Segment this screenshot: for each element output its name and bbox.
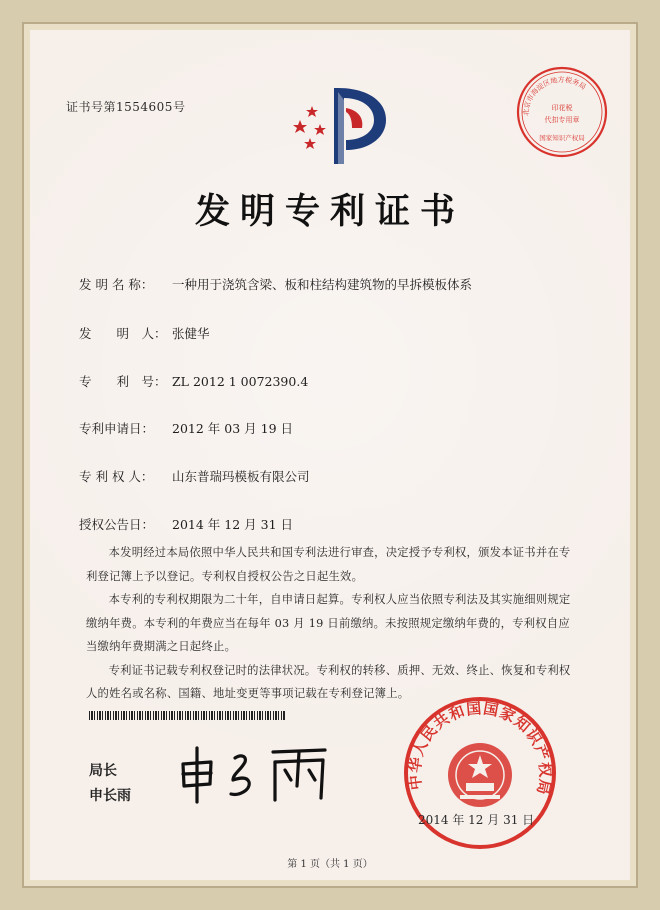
- director-signature: [175, 740, 345, 810]
- tax-stamp-seal: [514, 64, 610, 160]
- body-paragraph: 专利证书记载专利权登记时的法律状况。专利权的转移、质押、无效、终止、恢复和专利权人的姓名或名称、国籍、地址变更等事项记载在专利登记簿上。: [86, 663, 571, 700]
- field-application-date: [79, 419, 293, 437]
- svg-text:国家知识产权局: 国家知识产权局: [539, 134, 585, 142]
- field-value: 山东普瑞玛模板有限公司: [172, 469, 310, 484]
- field-value: 2012 年 03 月 19 日: [172, 421, 293, 436]
- field-value: 张健华: [172, 326, 210, 341]
- svg-text:北京市海淀区地方税务局: 北京市海淀区地方税务局: [521, 75, 588, 117]
- field-label: 专 利 权 人：: [79, 469, 154, 484]
- field-label: 发 明 人：: [79, 326, 167, 341]
- field-inventor: [79, 324, 210, 342]
- page-title: 发明专利证书: [194, 191, 465, 232]
- certificate-number: 证书号第1554605号: [66, 100, 186, 114]
- certificate-body: [86, 541, 576, 706]
- field-value: ZL 2012 1 0072390.4: [172, 374, 309, 389]
- field-label: 授权公告日：: [79, 517, 155, 532]
- body-paragraph: 本专利的专利权期限为二十年，自申请日起算。专利权人应当依照专利法及其实施细则规定缴纳年费。本专利的年费应当在每年 03 月 19 日前缴纳。未按照规定缴纳年费的，专利权自应当缴纳年费期满之日起终止。: [86, 593, 571, 653]
- field-value: 一种用于浇筑含梁、板和柱结构建筑物的早拆模板体系: [172, 277, 473, 292]
- seal-date: 2014 年 12 月 31 日: [418, 813, 535, 827]
- field-invention-name: [79, 275, 472, 293]
- patent-office-seal: [400, 693, 560, 853]
- field-patentee: [79, 467, 310, 485]
- svg-text:代扣专用章: 代扣专用章: [544, 116, 580, 124]
- page-number: 第 1 页（共 1 页）: [287, 859, 373, 870]
- svg-text:中华人民共和国国家知识产权局: 中华人民共和国国家知识产权局: [405, 699, 555, 798]
- patent-office-logo-icon: [286, 78, 406, 168]
- field-label: 发 明 名 称：: [79, 277, 154, 292]
- field-value: 2014 年 12 月 31 日: [172, 517, 293, 532]
- svg-text:印花税: 印花税: [551, 104, 573, 112]
- barcode: [89, 711, 285, 720]
- body-paragraph: 本发明经过本局依照中华人民共和国专利法进行审查，决定授予专利权，颁发本证书并在专利登记簿上予以登记。专利权自授权公告之日起生效。: [86, 546, 571, 583]
- field-patent-number: [79, 372, 308, 390]
- director-name: 申长雨: [89, 788, 131, 804]
- field-label: 专利申请日：: [79, 421, 155, 436]
- director-title: 局长: [89, 763, 117, 779]
- field-label: 专 利 号：: [79, 374, 167, 389]
- field-grant-date: [79, 515, 293, 533]
